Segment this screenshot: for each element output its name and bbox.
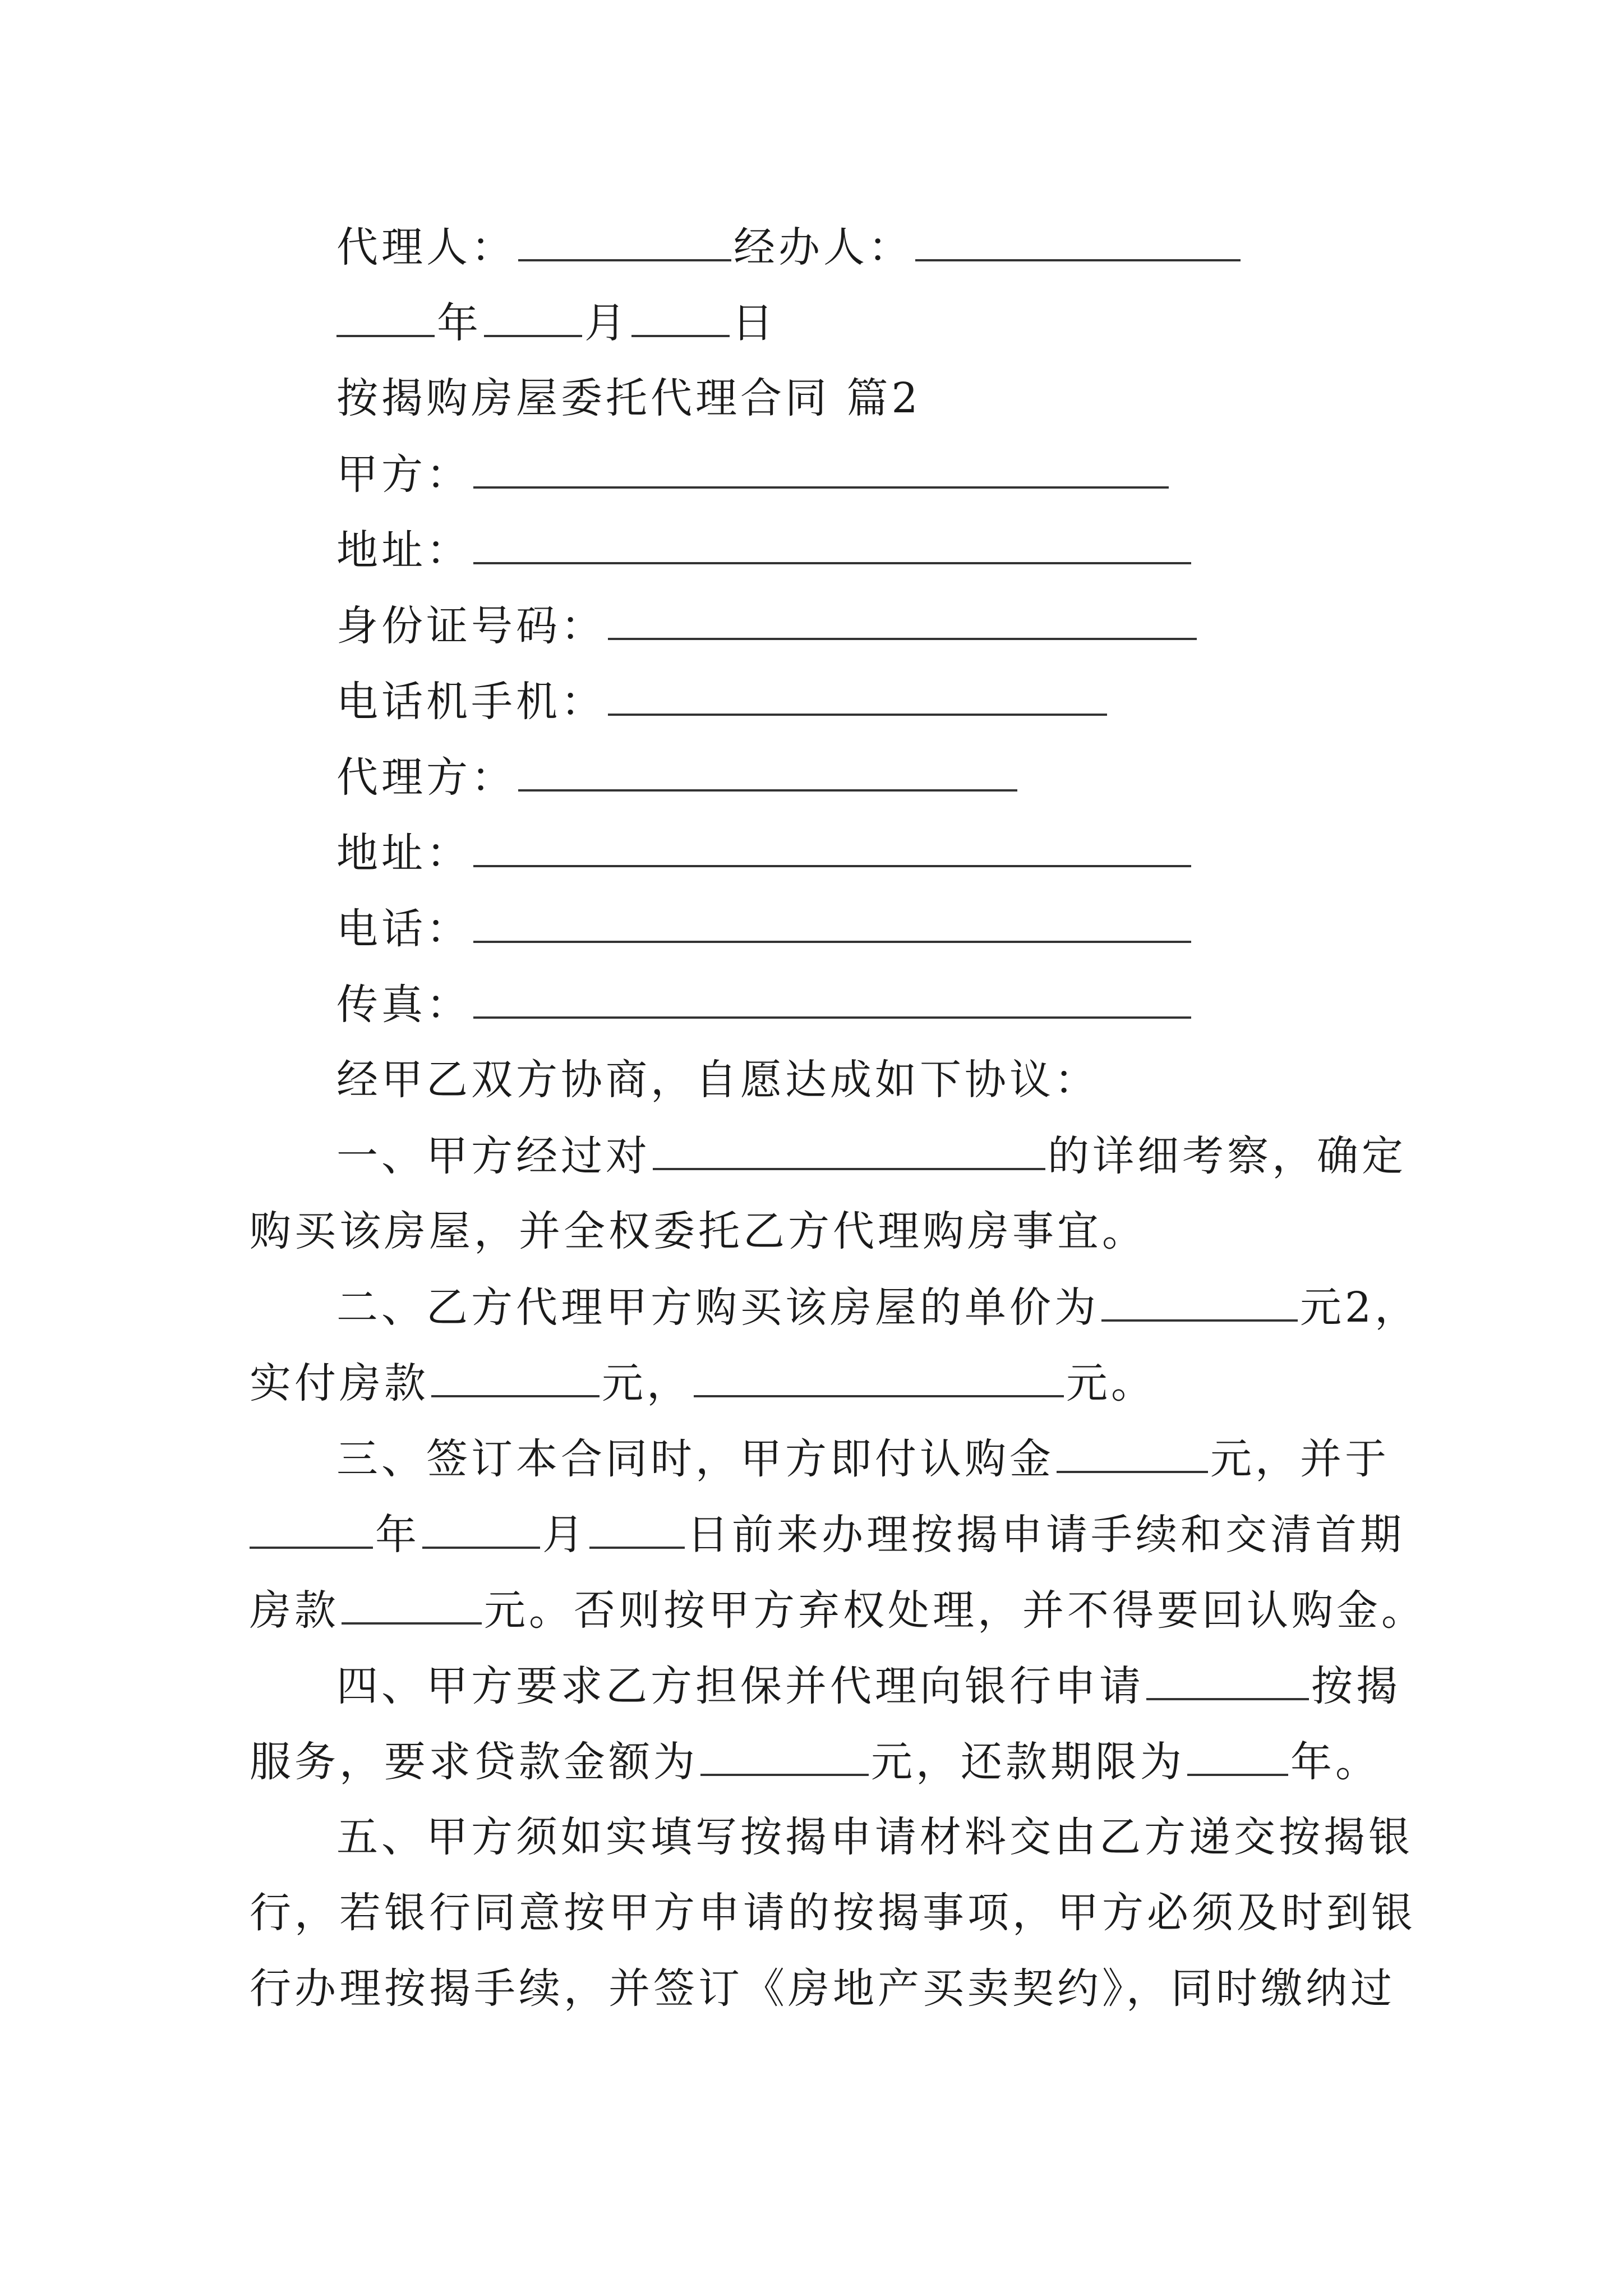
year-label: 年 xyxy=(437,299,482,347)
phone-label: 电话： xyxy=(336,905,471,953)
agent-party-line xyxy=(336,749,1020,806)
clause-3-text-e: 元。否则按甲方弃权处理，并不得要回认购金。 xyxy=(484,1586,1426,1635)
clause-2-line-1 xyxy=(336,1279,1419,1336)
phone-mobile-label: 电话机手机： xyxy=(336,678,606,726)
phone-blank[interactable] xyxy=(473,900,1191,943)
section-heading: 按揭购房屋委托代理合同 篇2 xyxy=(336,374,921,422)
clause-2-text-e: 元。 xyxy=(1066,1359,1156,1407)
clause-2-text-d: 元， xyxy=(602,1359,691,1407)
clause-3-line-2 xyxy=(250,1506,1405,1563)
agent-label: 代理人： xyxy=(336,223,516,272)
id-number-blank[interactable] xyxy=(608,597,1197,640)
date-line xyxy=(336,295,777,351)
clause-3-year-label: 年 xyxy=(375,1511,420,1559)
phone-line xyxy=(336,900,1193,957)
clause-3-day-blank[interactable] xyxy=(589,1506,685,1549)
clause-3-line-3 xyxy=(250,1582,1426,1639)
agent-party-blank[interactable] xyxy=(518,749,1017,792)
clause-5-line-1: 五、甲方须如实填写按揭申请材料交由乙方递交按揭银 xyxy=(336,1813,1413,1861)
clause-4-text-b: 按揭 xyxy=(1311,1662,1401,1710)
address-a-label: 地址： xyxy=(336,526,471,574)
address-b-label: 地址： xyxy=(336,829,471,877)
address-b-blank[interactable] xyxy=(473,825,1191,867)
id-number-line xyxy=(336,597,1199,654)
day-label: 日 xyxy=(732,299,777,347)
clause-3-text-b: 元，并于 xyxy=(1210,1435,1390,1483)
fax-blank[interactable] xyxy=(473,976,1191,1019)
agent-handler-line xyxy=(336,219,1243,275)
party-a-line xyxy=(336,446,1171,503)
clause-4-text-a: 四、甲方要求乙方担保并代理向银行申请 xyxy=(336,1662,1144,1710)
deposit-blank[interactable] xyxy=(1057,1430,1208,1473)
year-blank[interactable] xyxy=(336,295,435,337)
agent-blank[interactable] xyxy=(518,219,731,261)
clause-3-text-a: 三、签订本合同时，甲方即付认购金 xyxy=(336,1435,1054,1483)
clause-3-month-label: 月 xyxy=(542,1511,587,1559)
bank-blank[interactable] xyxy=(1146,1658,1309,1700)
paid-amount-blank[interactable] xyxy=(431,1355,600,1397)
clause-4-text-d: 元，还款期限为 xyxy=(871,1738,1185,1786)
phone-mobile-blank[interactable] xyxy=(608,673,1107,716)
month-label: 月 xyxy=(584,299,629,347)
amount-blank[interactable] xyxy=(694,1355,1064,1397)
handler-blank[interactable] xyxy=(915,219,1241,261)
clause-2-text-c: 实付房款 xyxy=(250,1359,429,1407)
clause-2-text-a: 二、乙方代理甲方购买该房屋的单价为 xyxy=(336,1283,1099,1332)
agreement-intro: 经甲乙双方协商，自愿达成如下协议： xyxy=(336,1056,1099,1104)
address-a-blank[interactable] xyxy=(473,522,1191,564)
loan-amount-blank[interactable] xyxy=(700,1733,869,1776)
party-a-blank[interactable] xyxy=(473,446,1169,489)
clause-1-blank[interactable] xyxy=(653,1128,1045,1170)
clause-5-line-3: 行办理按揭手续，并签订《房地产买卖契约》，同时缴纳过 xyxy=(250,1964,1395,2013)
clause-1-text-a: 一、甲方经过对 xyxy=(336,1132,651,1180)
party-a-label: 甲方： xyxy=(336,450,471,499)
fax-label: 传真： xyxy=(336,981,471,1029)
clause-1-line-1 xyxy=(336,1128,1407,1184)
clause-4-text-c: 服务，要求贷款金额为 xyxy=(250,1738,698,1786)
address-a-line xyxy=(336,522,1193,578)
down-payment-blank[interactable] xyxy=(342,1582,482,1625)
fax-line xyxy=(336,976,1193,1033)
clause-3-text-c: 日前来办理按揭申请手续和交清首期 xyxy=(687,1511,1405,1559)
clause-4-line-1 xyxy=(336,1658,1401,1714)
id-number-label: 身份证号码： xyxy=(336,602,606,650)
clause-1-line-2: 购买该房屋，并全权委托乙方代理购房事宜。 xyxy=(250,1207,1147,1255)
clause-3-month-blank[interactable] xyxy=(422,1506,540,1549)
clause-1-text-b: 的详细考察，确定 xyxy=(1048,1132,1407,1180)
clause-3-text-d: 房款 xyxy=(250,1586,339,1635)
clause-2-text-b: 元2， xyxy=(1300,1283,1420,1332)
clause-3-line-1 xyxy=(336,1430,1390,1487)
phone-mobile-line xyxy=(336,673,1109,730)
clause-2-line-2 xyxy=(250,1355,1156,1411)
clause-5-line-2: 行，若银行同意按甲方申请的按揭事项，甲方必须及时到银 xyxy=(250,1889,1416,1937)
handler-label: 经办人： xyxy=(734,223,913,272)
clause-4-text-e: 年。 xyxy=(1290,1738,1380,1786)
clause-3-year-blank[interactable] xyxy=(250,1506,373,1549)
day-blank[interactable] xyxy=(631,295,730,337)
loan-term-blank[interactable] xyxy=(1187,1733,1288,1776)
address-b-line xyxy=(336,825,1193,881)
agent-party-label: 代理方： xyxy=(336,753,516,802)
unit-price-blank[interactable] xyxy=(1101,1279,1298,1322)
month-blank[interactable] xyxy=(484,295,582,337)
clause-4-line-2 xyxy=(250,1733,1380,1790)
